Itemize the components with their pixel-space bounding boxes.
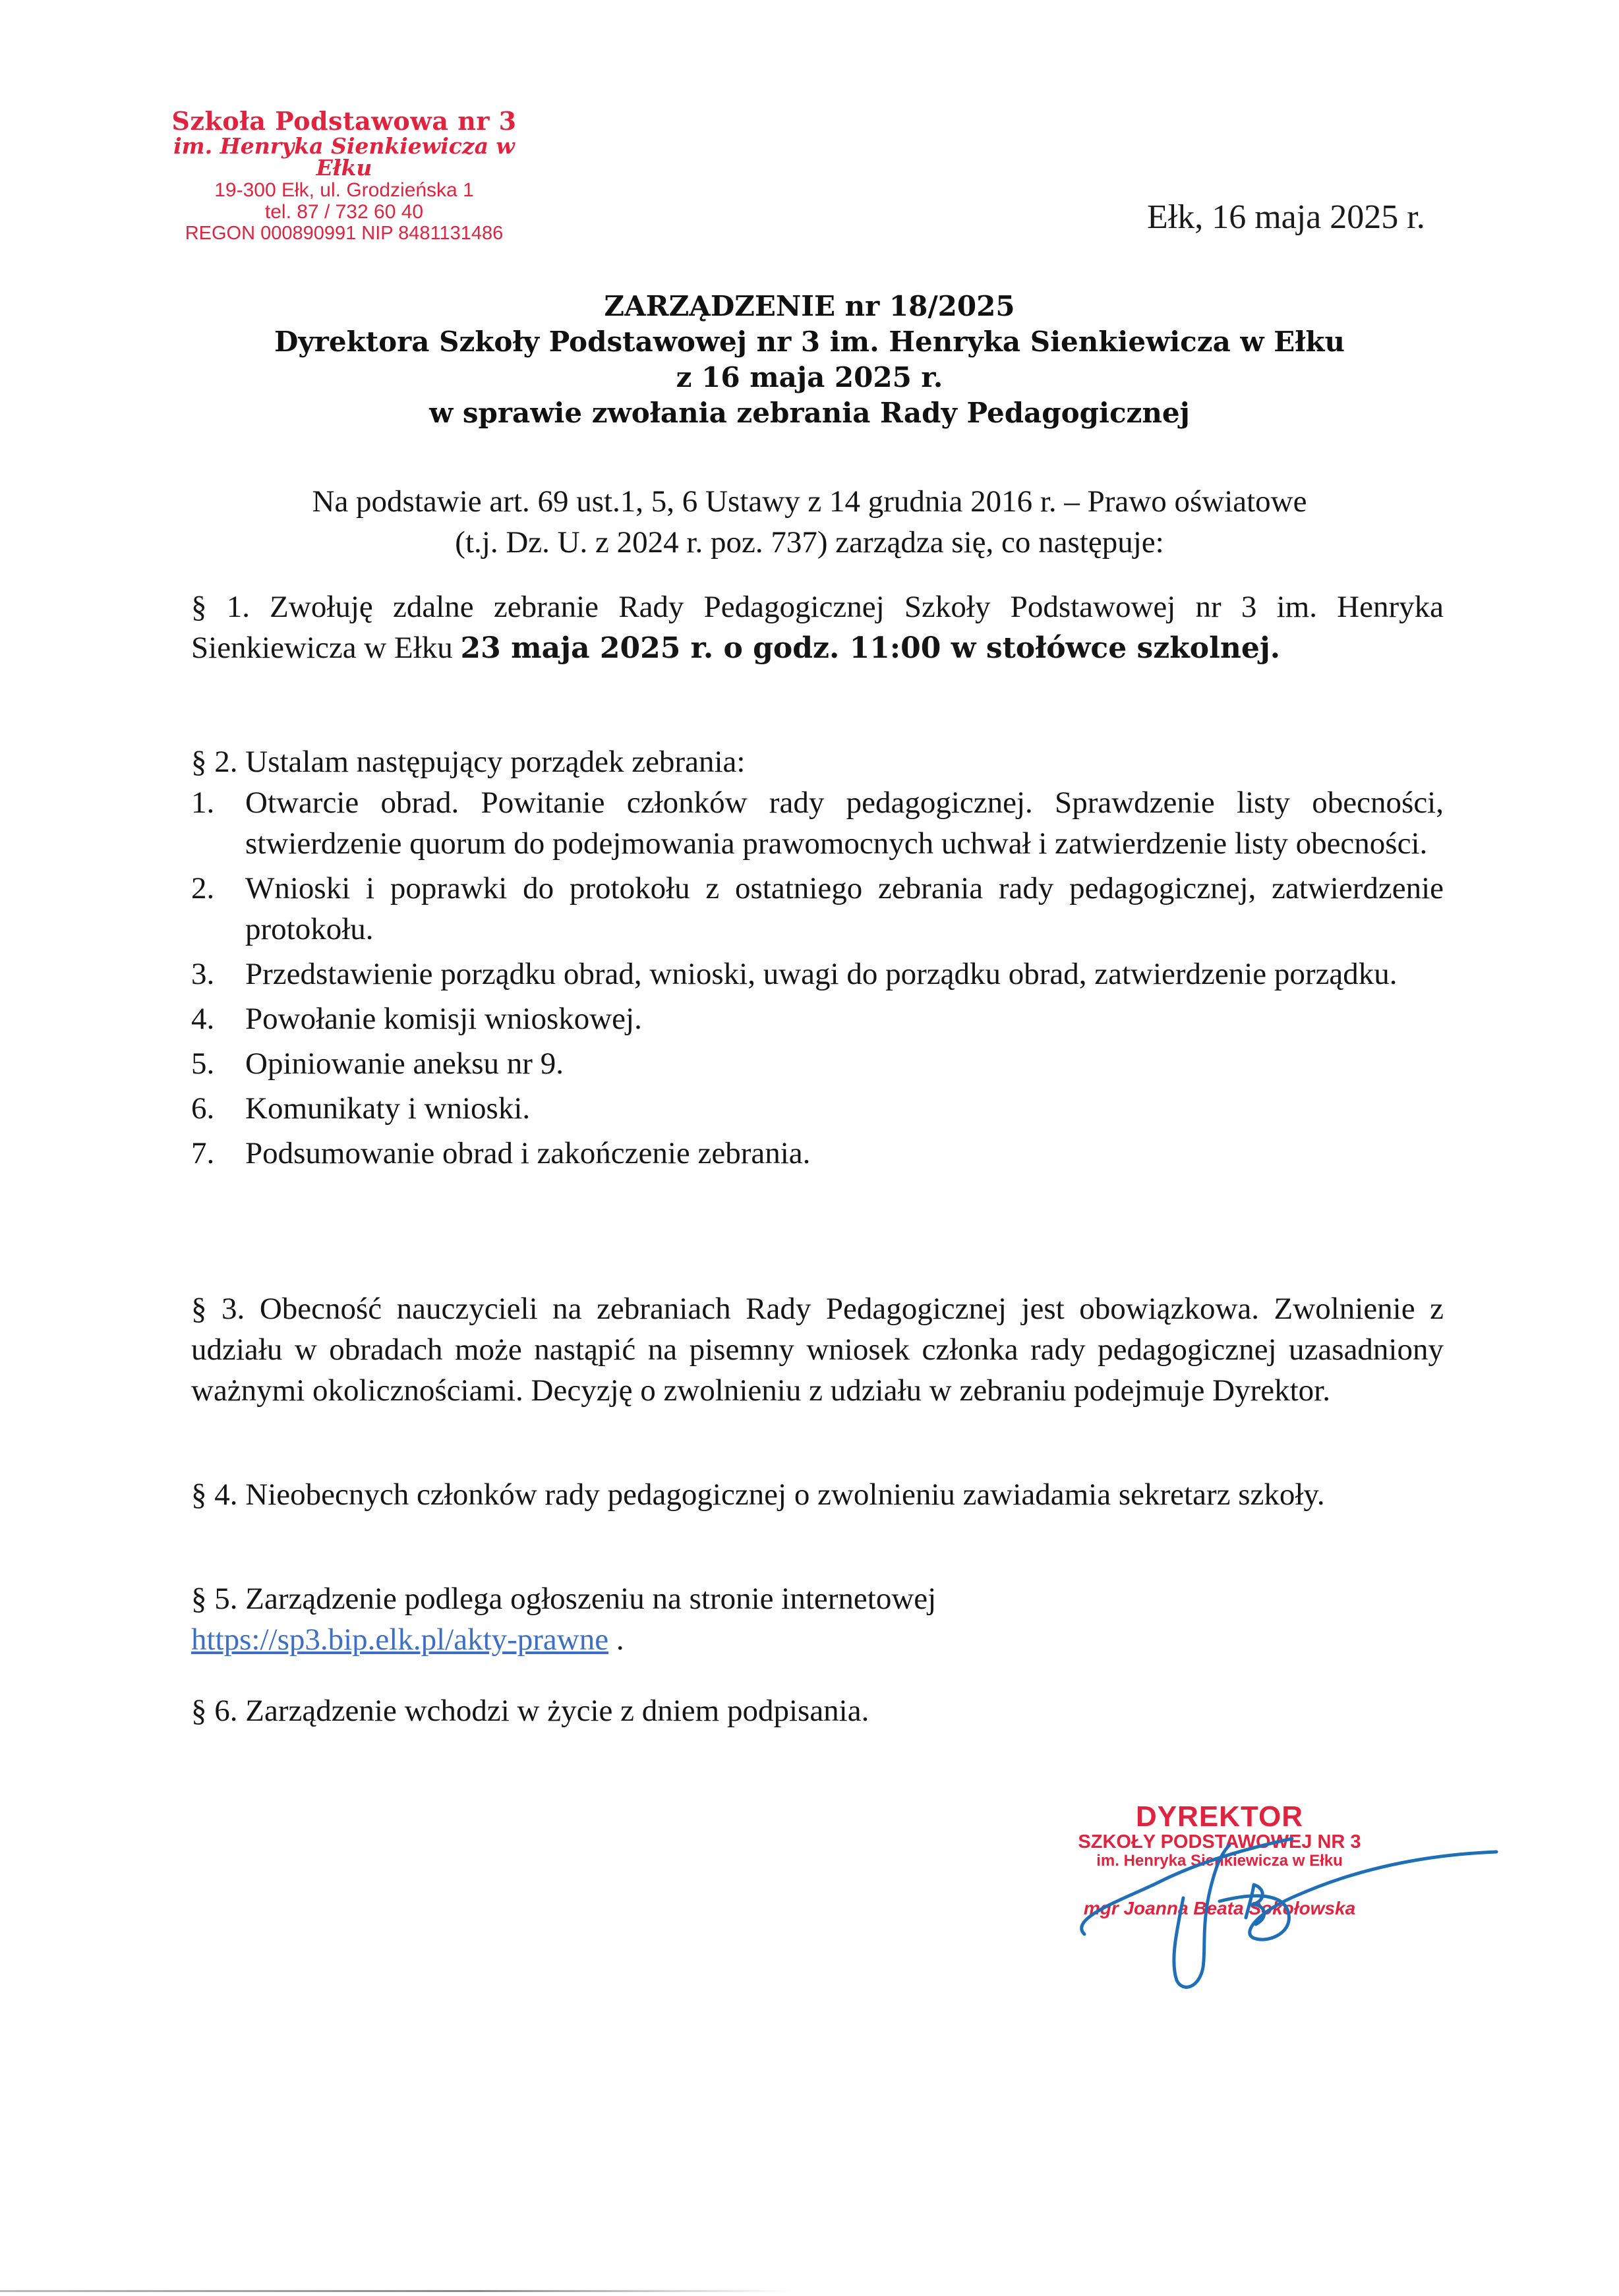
stamp-address: 19-300 Ełk, ul. Grodzieńska 1 <box>214 179 474 201</box>
stamp-phone: tel. 87 / 732 60 40 <box>264 201 424 223</box>
agenda-item <box>191 1088 1444 1129</box>
director-signature-stamp <box>1048 1802 1391 1918</box>
agenda-item-text: Podsumowanie obrad i zakończenie zebrania. <box>245 1136 811 1170</box>
agenda-item <box>191 998 1444 1039</box>
agenda-item <box>191 954 1444 994</box>
agenda-item-number: 6. <box>191 1091 215 1126</box>
agenda-item <box>191 782 1444 864</box>
agenda-item-text: Komunikaty i wnioski. <box>245 1091 531 1126</box>
stamp-school-patron: im. Henryka Sienkiewicza w Ełku <box>1096 1852 1343 1870</box>
title-order-number: ZARZĄDZENIE nr 18/2025 <box>604 290 1015 322</box>
agenda-item-number: 3. <box>191 957 215 991</box>
agenda-item-number: 1. <box>191 786 215 820</box>
agenda-list <box>191 782 1444 1178</box>
agenda-item-text: Opiniowanie aneksu nr 9. <box>245 1047 564 1081</box>
document-date: Ełk, 16 maja 2025 r. <box>1147 198 1425 236</box>
legal-basis-line-1: Na podstawie art. 69 ust.1, 5, 6 Ustawy z 14 grudnia 2016 r. – Prawo oświatowe <box>312 484 1307 519</box>
section-5 <box>191 1578 1444 1660</box>
agenda-item-number: 7. <box>191 1136 215 1170</box>
school-header-stamp <box>146 106 542 244</box>
title-subject: w sprawie zwołania zebrania Rady Pedagogicznej <box>429 397 1190 429</box>
stamp-school-name: Szkoła Podstawowa nr 3 <box>171 106 517 136</box>
section-2-heading: § 2. Ustalam następujący porządek zebrania: <box>191 745 746 779</box>
agenda-item <box>191 1043 1444 1084</box>
title-date: z 16 maja 2025 r. <box>676 361 943 393</box>
stamp-director-title: DYREKTOR <box>1135 1800 1304 1833</box>
stamp-school-patron: im. Henryka Sienkiewicza w Ełku <box>173 133 515 181</box>
stamp-school-name: SZKOŁY PODSTAWOWEJ NR 3 <box>1078 1831 1361 1852</box>
title-issuer: Dyrektora Szkoły Podstawowej nr 3 im. Henryka Sienkiewicza w Ełku <box>274 326 1345 358</box>
agenda-item-text: Wnioski i poprawki do protokołu z ostatniego zebrania rady pedagogicznej, zatwierdzenie protokołu. <box>245 871 1444 946</box>
bip-link[interactable]: https://sp3.bip.elk.pl/akty-prawne <box>191 1622 609 1657</box>
section-5-period: . <box>608 1622 624 1657</box>
section-5-text: § 5. Zarządzenie podlega ogłoszeniu na stronie internetowej <box>191 1582 937 1616</box>
agenda-item <box>191 868 1444 950</box>
legal-basis <box>0 481 1619 563</box>
agenda-item-text: Powołanie komisji wnioskowej. <box>245 1002 642 1036</box>
section-1 <box>191 587 1444 669</box>
section-3: § 3. Obecność nauczycieli na zebraniach Rady Pedagogicznej jest obowiązkowa. Zwolnienie z udziału w obradach może nastąpić na pisemny wniosek członka rady pedagogicznej uzasadniony ważnymi okolicznościami. Decyzję o zwolnieniu z udziału w zebraniu podejmuje Dyrektor. <box>191 1292 1444 1408</box>
section-4: § 4. Nieobecnych członków rady pedagogicznej o zwolnieniu zawiadamia sekretarz szkoły. <box>191 1478 1325 1512</box>
stamp-regon-nip: REGON 000890991 NIP 8481131486 <box>185 223 504 244</box>
agenda-item <box>191 1133 1444 1174</box>
agenda-item-number: 2. <box>191 871 215 905</box>
agenda-item-number: 4. <box>191 1002 215 1036</box>
scan-edge-line <box>0 2290 791 2292</box>
agenda-item-text: Otwarcie obrad. Powitanie członków rady pedagogicznej. Sprawdzenie listy obecności, stwierdzenie quorum do podejmowania prawomocnych uchwał i zatwierdzenie listy obecności. <box>245 786 1444 861</box>
agenda-item-number: 5. <box>191 1047 215 1081</box>
section-1-text: § 1. Zwołuję zdalne zebranie Rady Pedagogicznej Szkoły Podstawowej nr 3 im. Henryka Sienkiewicza w Ełku <box>191 590 1444 665</box>
section-1-meeting-details: 23 maja 2025 r. o godz. 11:00 w stołówce szkolnej. <box>460 631 1281 665</box>
agenda-item-text: Przedstawienie porządku obrad, wnioski, uwagi do porządku obrad, zatwierdzenie porządku. <box>245 957 1398 991</box>
section-6: § 6. Zarządzenie wchodzi w życie z dniem podpisania. <box>191 1694 869 1728</box>
legal-basis-line-2: (t.j. Dz. U. z 2024 r. poz. 737) zarządza się, co następuje: <box>455 525 1164 560</box>
stamp-director-name: mgr Joanna Beata Sokołowska <box>1083 1898 1356 1918</box>
document-title <box>0 289 1619 431</box>
